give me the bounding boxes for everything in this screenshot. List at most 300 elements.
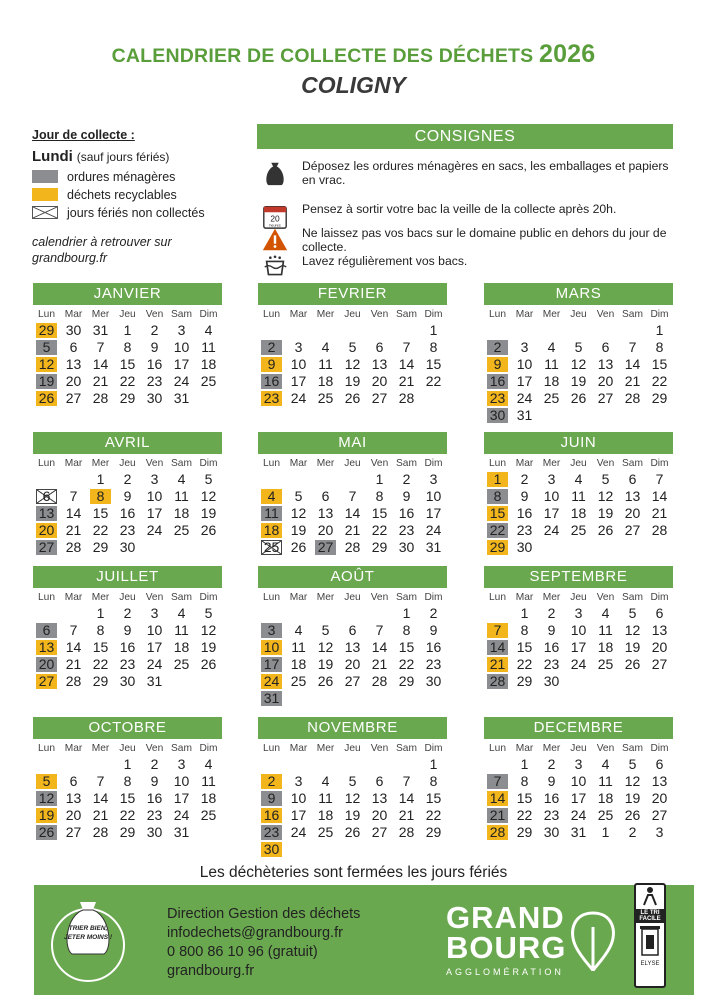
day-cell: 31 (570, 824, 587, 840)
day-cell: 21 (65, 656, 82, 672)
day-cell: 1 (429, 322, 438, 338)
day-cell: 29 (92, 539, 109, 555)
legend-item-recyclables (32, 188, 252, 201)
day-cell: 22 (119, 373, 136, 389)
day-cell (592, 673, 619, 690)
weekday-label: Dim (650, 458, 669, 469)
day-cell: 17 (146, 505, 163, 521)
day-cell: 9 (520, 488, 529, 504)
day-cell: 11 (201, 339, 216, 355)
day-cell: 17 (290, 373, 307, 389)
day-cell: 16 (146, 356, 163, 372)
weekday-header (33, 457, 222, 471)
day-cell: 25 (543, 390, 560, 406)
day-cell: 8 (375, 488, 384, 504)
day-cell: 29 (425, 824, 442, 840)
trash-bag-icon (260, 159, 290, 187)
day-cell: 19 (597, 505, 614, 521)
day-cell: 13 (36, 506, 57, 521)
day-cell: 3 (574, 605, 583, 621)
day-cell (87, 756, 114, 773)
day-cell: 31 (261, 691, 282, 706)
footer-site-link[interactable]: grandbourg.fr (167, 963, 255, 979)
day-cell: 13 (597, 356, 614, 372)
legend-note (32, 234, 252, 266)
logo-sub: AGGLOMÉRATION (446, 967, 564, 977)
weekday-label: Mer (91, 309, 110, 320)
day-cell: 31 (92, 322, 109, 338)
day-cell: 15 (651, 356, 668, 372)
day-cell: 10 (516, 356, 533, 372)
weekday-label: Mer (316, 743, 335, 754)
trimen-label (636, 909, 664, 923)
day-grid (33, 322, 222, 407)
weekday-label: Mer (91, 743, 110, 754)
day-cell: 23 (119, 656, 136, 672)
day-cell: 12 (624, 622, 641, 638)
day-cell (285, 605, 312, 622)
day-cell (258, 322, 285, 339)
day-cell: 3 (294, 339, 303, 355)
day-cell (484, 756, 511, 773)
weekday-label: Lun (38, 458, 55, 469)
day-cell (285, 471, 312, 488)
day-cell: 6 (69, 773, 78, 789)
day-cell (592, 539, 619, 556)
day-cell: 9 (261, 357, 282, 372)
day-cell: 27 (624, 522, 641, 538)
day-cell: 24 (146, 522, 163, 538)
day-cell (619, 673, 646, 690)
weekday-header (258, 308, 447, 322)
weekday-label: Mer (316, 458, 335, 469)
day-cell: 7 (69, 622, 78, 638)
day-cell: 7 (348, 488, 357, 504)
month-title: MAI (258, 432, 447, 454)
day-cell: 21 (398, 807, 415, 823)
weekday-label: Jeu (119, 592, 136, 603)
day-cell: 21 (92, 373, 109, 389)
grand-bourg-logo (446, 900, 567, 977)
day-cell: 5 (36, 774, 57, 789)
weekday-label: Lun (489, 458, 506, 469)
day-cell: 3 (150, 605, 159, 621)
day-cell: 20 (65, 807, 82, 823)
weekday-header (484, 308, 673, 322)
day-cell: 25 (597, 807, 614, 823)
day-cell: 18 (173, 505, 190, 521)
day-cell: 15 (516, 639, 533, 655)
trimen-line: FACILE (639, 916, 661, 922)
day-cell: 27 (597, 390, 614, 406)
day-cell: 3 (177, 322, 186, 338)
footer-email-link[interactable]: infodechets@grandbourg.fr (167, 925, 343, 941)
day-grid (33, 605, 222, 690)
day-cell: 17 (425, 505, 442, 521)
day-cell: 25 (317, 824, 334, 840)
day-cell: 6 (375, 339, 384, 355)
day-cell: 13 (65, 356, 82, 372)
day-cell: 29 (119, 824, 136, 840)
day-grid (258, 605, 447, 707)
day-cell (538, 322, 565, 339)
day-cell: 4 (204, 322, 213, 338)
day-cell: 15 (371, 505, 388, 521)
footer-phone: 0 800 86 10 96 (gratuit) (167, 944, 318, 960)
day-cell: 19 (317, 656, 334, 672)
day-cell (538, 539, 565, 556)
day-cell: 27 (344, 673, 361, 689)
day-cell: 4 (261, 489, 282, 504)
day-cell: 17 (173, 356, 190, 372)
weekday-label: Sam (171, 743, 192, 754)
day-cell: 7 (402, 339, 411, 355)
weekday-label: Lun (263, 743, 280, 754)
day-cell: 27 (65, 390, 82, 406)
day-cell: 28 (371, 673, 388, 689)
grey-swatch (32, 170, 58, 183)
day-cell: 30 (425, 673, 442, 689)
weekday-label: Sam (171, 309, 192, 320)
person-recycle-icon (638, 885, 662, 907)
day-cell: 5 (294, 488, 303, 504)
trimen-code: ELYSE (640, 961, 660, 967)
day-cell: 9 (547, 622, 556, 638)
weekday-label: Ven (145, 309, 164, 320)
day-cell: 1 (123, 756, 132, 772)
day-cell: 7 (655, 471, 664, 487)
weekday-header (258, 591, 447, 605)
footer-dept: Direction Gestion des déchets (167, 906, 361, 922)
day-cell: 30 (487, 408, 508, 423)
day-cell: 6 (348, 622, 357, 638)
weekday-label: Sam (396, 743, 417, 754)
weekday-label: Ven (370, 309, 389, 320)
day-cell: 10 (290, 356, 307, 372)
day-cell (33, 605, 60, 622)
day-cell: 1 (96, 471, 105, 487)
day-cell (592, 407, 619, 424)
day-cell: 30 (146, 824, 163, 840)
day-cell: 4 (321, 339, 330, 355)
collection-day (32, 148, 252, 165)
weekday-label: Jeu (119, 743, 136, 754)
day-cell: 5 (36, 340, 57, 355)
weekday-header (33, 308, 222, 322)
day-cell: 11 (598, 622, 613, 638)
day-cell (60, 471, 87, 488)
day-cell: 3 (520, 339, 529, 355)
weekday-header (484, 457, 673, 471)
day-cell (258, 756, 285, 773)
legend-text: déchets recyclables (67, 187, 177, 202)
day-cell: 21 (487, 657, 508, 672)
day-cell: 18 (543, 373, 560, 389)
cross-swatch (32, 206, 58, 219)
legend-text: ordures ménagères (67, 169, 176, 184)
day-cell: 14 (487, 640, 508, 655)
day-cell: 24 (570, 807, 587, 823)
day-cell: 8 (429, 339, 438, 355)
day-cell: 25 (200, 373, 217, 389)
day-cell: 15 (398, 639, 415, 655)
day-cell: 8 (402, 622, 411, 638)
consigne-text: Ne laissez pas vos bacs sur le domaine public en dehors du jour de collecte. (302, 226, 667, 254)
day-cell (420, 390, 447, 407)
day-cell: 23 (516, 522, 533, 538)
day-cell (195, 390, 222, 407)
weekday-label: Mar (64, 309, 83, 320)
day-cell: 17 (173, 790, 190, 806)
legend (32, 128, 252, 266)
day-cell: 15 (92, 639, 109, 655)
day-cell (339, 322, 366, 339)
day-cell: 13 (371, 790, 388, 806)
day-cell: 5 (601, 471, 610, 487)
day-cell: 9 (261, 791, 282, 806)
day-cell (312, 605, 339, 622)
day-cell: 7 (69, 488, 78, 504)
day-cell: 19 (36, 374, 57, 389)
month-calendar (484, 432, 673, 555)
day-cell (285, 756, 312, 773)
day-cell: 7 (628, 339, 637, 355)
day-cell: 8 (123, 339, 132, 355)
day-cell: 20 (651, 639, 668, 655)
day-cell: 13 (65, 790, 82, 806)
day-cell: 30 (516, 539, 533, 555)
day-cell: 6 (601, 339, 610, 355)
day-cell: 2 (402, 471, 411, 487)
weekday-header (484, 742, 673, 756)
day-cell: 8 (520, 622, 529, 638)
day-cell: 5 (628, 605, 637, 621)
weekday-label: Ven (370, 743, 389, 754)
weekday-label: Ven (145, 743, 164, 754)
day-cell: 26 (344, 824, 361, 840)
day-cell: 2 (150, 322, 159, 338)
day-cell (285, 690, 312, 707)
day-cell: 27 (651, 656, 668, 672)
day-cell: 28 (92, 390, 109, 406)
day-cell: 18 (597, 639, 614, 655)
day-cell: 21 (65, 522, 82, 538)
weekday-label: Dim (199, 458, 218, 469)
day-cell: 3 (429, 471, 438, 487)
day-cell: 20 (371, 807, 388, 823)
day-cell: 23 (261, 391, 282, 406)
day-cell: 30 (261, 842, 282, 857)
weekday-label: Jeu (344, 458, 361, 469)
day-cell: 19 (344, 807, 361, 823)
weekday-label: Lun (263, 309, 280, 320)
day-cell: 28 (344, 539, 361, 555)
day-cell: 8 (123, 773, 132, 789)
day-cell: 30 (119, 539, 136, 555)
day-cell: 17 (570, 790, 587, 806)
day-cell (195, 539, 222, 556)
mascot-text: TRIER BIEN, (68, 925, 108, 932)
day-cell: 19 (200, 505, 217, 521)
day-cell: 19 (36, 808, 57, 823)
day-cell (565, 322, 592, 339)
weekday-label: Ven (145, 592, 164, 603)
day-cell (285, 841, 312, 858)
day-cell: 29 (398, 673, 415, 689)
day-cell: 29 (651, 390, 668, 406)
weekday-label: Mer (542, 592, 561, 603)
day-cell: 9 (150, 339, 159, 355)
day-cell: 3 (261, 623, 282, 638)
day-cell: 3 (574, 756, 583, 772)
weekday-label: Sam (622, 592, 643, 603)
month-calendar (33, 283, 222, 406)
consigne-text: Lavez régulièrement vos bacs. (302, 254, 468, 268)
day-cell: 1 (402, 605, 411, 621)
day-cell: 4 (177, 471, 186, 487)
day-cell: 6 (655, 605, 664, 621)
weekday-label: Jeu (344, 592, 361, 603)
day-cell: 2 (547, 756, 556, 772)
day-cell (258, 605, 285, 622)
day-cell: 25 (173, 656, 190, 672)
collection-day-note: (sauf jours fériés) (76, 150, 170, 164)
day-cell: 30 (146, 390, 163, 406)
month-calendar (33, 717, 222, 840)
consigne-evening (257, 202, 673, 228)
day-cell: 18 (200, 356, 217, 372)
weekday-label: Mar (289, 592, 308, 603)
calendar-icon-word: heures (269, 223, 281, 228)
day-cell: 28 (487, 674, 508, 689)
day-cell: 1 (123, 322, 132, 338)
day-cell (393, 690, 420, 707)
title-text: CALENDRIER DE COLLECTE DES DÉCHETS (111, 45, 534, 67)
day-cell (538, 407, 565, 424)
weekday-label: Dim (199, 592, 218, 603)
trash-bag-mascot-icon (38, 890, 138, 990)
weekday-label: Dim (424, 743, 443, 754)
day-cell: 19 (570, 373, 587, 389)
day-cell: 19 (290, 522, 307, 538)
day-cell: 8 (520, 773, 529, 789)
day-cell: 5 (628, 756, 637, 772)
day-cell: 14 (487, 791, 508, 806)
day-cell: 12 (200, 622, 217, 638)
day-cell: 20 (597, 373, 614, 389)
day-cell: 14 (65, 505, 82, 521)
weekday-label: Jeu (570, 743, 587, 754)
day-cell (420, 690, 447, 707)
day-cell: 1 (601, 824, 610, 840)
day-cell: 29 (371, 539, 388, 555)
consignes-panel (257, 124, 673, 268)
day-cell: 10 (290, 790, 307, 806)
day-cell: 13 (36, 640, 57, 655)
day-cell: 5 (204, 605, 213, 621)
day-cell: 2 (150, 756, 159, 772)
day-cell: 24 (173, 373, 190, 389)
day-cell: 22 (487, 523, 508, 538)
day-cell: 26 (36, 825, 57, 840)
day-cell: 19 (344, 373, 361, 389)
note-line: grandbourg.fr (32, 251, 108, 265)
weekday-label: Mar (289, 743, 308, 754)
weekday-label: Mer (542, 458, 561, 469)
legend-text: jours fériés non collectés (67, 205, 205, 220)
day-cell: 22 (92, 656, 109, 672)
day-cell (339, 690, 366, 707)
day-cell: 20 (344, 656, 361, 672)
weekday-label: Dim (650, 309, 669, 320)
day-cell: 1 (520, 605, 529, 621)
day-cell: 20 (651, 790, 668, 806)
day-cell: 24 (290, 390, 307, 406)
day-cell: 12 (317, 639, 334, 655)
weekday-label: Ven (370, 592, 389, 603)
weekday-header (33, 591, 222, 605)
weekday-header (484, 591, 673, 605)
weekday-label: Mar (64, 743, 83, 754)
day-cell: 10 (146, 622, 163, 638)
day-cell (339, 471, 366, 488)
day-cell: 4 (294, 622, 303, 638)
day-cell: 16 (261, 374, 282, 389)
day-cell: 7 (375, 622, 384, 638)
day-cell: 11 (174, 622, 189, 638)
day-grid (484, 471, 673, 556)
day-cell: 24 (146, 656, 163, 672)
day-cell: 24 (173, 807, 190, 823)
day-cell (484, 322, 511, 339)
day-cell: 25 (317, 390, 334, 406)
day-cell: 31 (425, 539, 442, 555)
day-cell: 7 (402, 773, 411, 789)
day-cell (619, 539, 646, 556)
day-cell: 1 (429, 756, 438, 772)
day-cell (646, 673, 673, 690)
day-cell: 26 (36, 391, 57, 406)
day-cell: 10 (173, 339, 190, 355)
day-cell: 12 (344, 790, 361, 806)
day-cell: 12 (570, 356, 587, 372)
weekday-label: Sam (171, 458, 192, 469)
day-cell: 1 (655, 322, 664, 338)
day-cell: 21 (92, 807, 109, 823)
weekday-label: Dim (650, 743, 669, 754)
weekday-label: Mar (64, 458, 83, 469)
weekday-header (258, 742, 447, 756)
day-cell: 20 (624, 505, 641, 521)
day-cell: 4 (601, 605, 610, 621)
day-cell: 16 (425, 639, 442, 655)
day-cell: 28 (65, 673, 82, 689)
day-cell: 5 (348, 339, 357, 355)
day-cell: 12 (344, 356, 361, 372)
day-cell (393, 322, 420, 339)
weekday-label: Sam (396, 458, 417, 469)
day-cell: 28 (624, 390, 641, 406)
day-cell: 23 (146, 373, 163, 389)
day-cell: 11 (174, 488, 189, 504)
weekday-label: Mar (515, 592, 534, 603)
day-cell (60, 605, 87, 622)
weekday-label: Mer (316, 592, 335, 603)
day-cell: 21 (487, 808, 508, 823)
legend-item-om (32, 170, 252, 183)
weekday-label: Jeu (570, 592, 587, 603)
day-cell: 3 (547, 471, 556, 487)
